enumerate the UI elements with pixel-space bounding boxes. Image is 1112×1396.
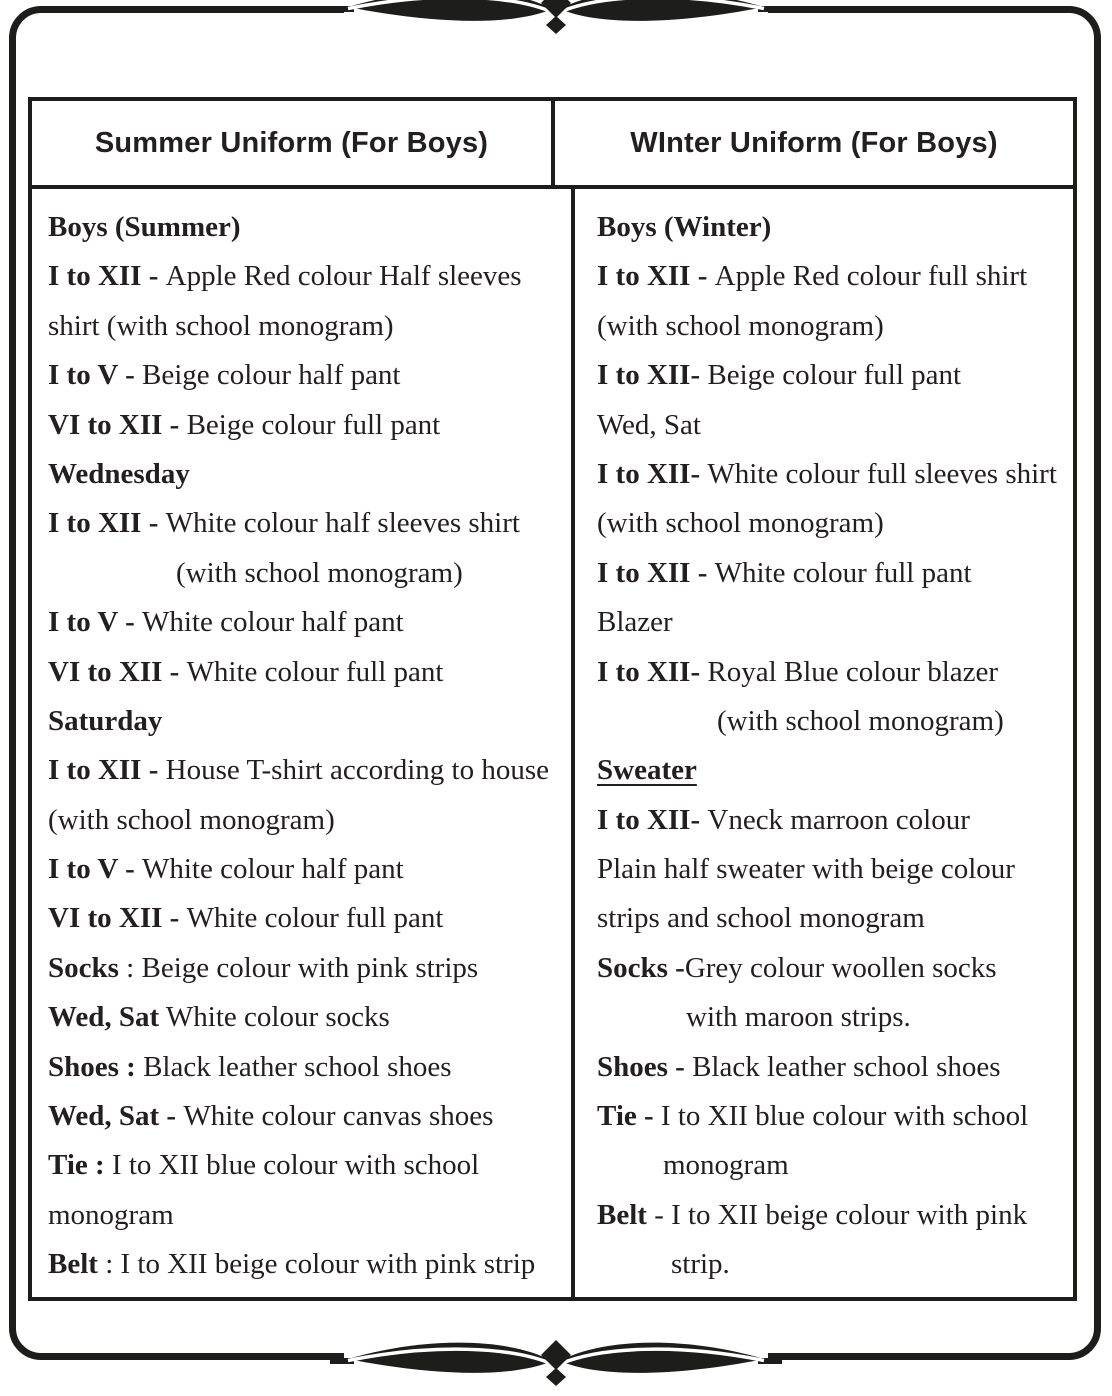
uniform-line <box>48 598 567 647</box>
uniform-line-segment: strip. <box>671 1248 730 1281</box>
uniform-line <box>48 302 567 351</box>
uniform-line-segment: (with school monogram) <box>48 803 335 836</box>
uniform-line <box>597 1043 1069 1092</box>
uniform-line-segment: Shoes - <box>597 1050 693 1083</box>
uniform-line-segment: Blazer <box>597 606 673 639</box>
uniform-line-segment: I to XII - <box>48 754 166 787</box>
uniform-line <box>48 648 567 697</box>
uniform-line-segment: Royal Blue colour blazer <box>707 655 999 688</box>
uniform-line-segment: Wed, Sat <box>48 1001 160 1034</box>
uniform-line-segment: monogram <box>663 1149 789 1182</box>
uniform-line-segment: I to XII - <box>597 556 715 589</box>
uniform-line <box>597 894 1069 943</box>
uniform-line <box>597 203 1069 252</box>
table-header-row <box>32 101 1073 189</box>
uniform-line <box>48 746 567 795</box>
uniform-line-segment: strips and school monogram <box>597 902 925 935</box>
bottom-flourish-icon <box>330 1331 782 1391</box>
uniform-line-segment: I to XII- <box>597 803 708 836</box>
uniform-line-segment: VI to XII - <box>48 408 187 441</box>
uniform-line-segment: Plain half sweater with beige colour <box>597 853 1015 886</box>
uniform-line-segment: White colour half sleeves shirt <box>165 507 520 540</box>
uniform-line-segment: I to XII- <box>597 655 708 688</box>
winter-header-label: WInter Uniform (For Boys) <box>630 126 998 159</box>
uniform-line-segment: I to XII- <box>597 457 708 490</box>
uniform-line <box>597 746 1069 795</box>
uniform-line-segment: Beige colour full pant <box>707 359 962 392</box>
uniform-line <box>48 252 567 301</box>
uniform-line-segment: I to XII - <box>48 507 166 540</box>
uniform-line-segment: Apple Red colour Half sleeves <box>165 260 522 293</box>
uniform-line <box>597 450 1069 499</box>
uniform-line-segment: White colour full pant <box>186 902 444 935</box>
uniform-line-segment: White colour canvas shoes <box>183 1100 494 1133</box>
uniform-line-segment: I to V - <box>48 359 142 392</box>
uniform-line-segment: : Beige colour with pink strips <box>118 951 479 984</box>
uniform-line <box>597 598 1069 647</box>
uniform-line-segment: Sweater <box>597 754 697 787</box>
winter-uniform-lines <box>575 189 1073 1297</box>
table-body-row <box>32 189 1073 1297</box>
uniform-line-segment: Saturday <box>48 704 163 737</box>
uniform-line <box>48 894 567 943</box>
uniform-line-segment: Boys (Winter) <box>597 211 772 243</box>
uniform-line <box>48 1191 567 1240</box>
uniform-line-segment: (with school monogram) <box>176 556 463 589</box>
uniform-line-segment: shirt (with school monogram) <box>48 309 394 342</box>
uniform-line-segment: (with school monogram) <box>717 704 1004 737</box>
uniform-line <box>597 1240 1069 1289</box>
uniform-line <box>48 697 567 746</box>
uniform-line-segment: Vneck marroon colour <box>707 803 970 836</box>
uniform-line-segment: Tie - <box>597 1100 661 1133</box>
uniform-line-segment: (with school monogram) <box>597 507 884 540</box>
uniform-line-segment: Grey colour woollen socks <box>684 951 997 984</box>
uniform-line <box>48 1141 567 1190</box>
uniform-line-segment: White colour full pant <box>186 655 444 688</box>
uniform-line <box>597 697 1069 746</box>
uniform-line <box>48 845 567 894</box>
uniform-line <box>48 944 567 993</box>
uniform-line <box>48 796 567 845</box>
uniform-line <box>48 499 567 548</box>
uniform-line <box>597 796 1069 845</box>
uniform-line-segment: Shoes : <box>48 1050 144 1083</box>
uniform-line-segment: Beige colour full pant <box>186 408 441 441</box>
uniform-line-segment: I to V - <box>48 606 142 639</box>
uniform-line <box>597 944 1069 993</box>
uniform-line-segment: House T-shirt according to house <box>165 754 550 787</box>
uniform-line-segment: Belt <box>48 1248 98 1281</box>
uniform-line-segment: (with school monogram) <box>597 309 884 342</box>
uniform-line-segment: White colour socks <box>159 1001 390 1034</box>
uniform-line-segment: VI to XII - <box>48 655 187 688</box>
uniform-line <box>597 1191 1069 1240</box>
uniform-line-segment: Socks <box>48 951 119 984</box>
uniform-line-segment: I to XII blue colour with school <box>111 1149 480 1182</box>
uniform-line-segment: Black leather school shoes <box>692 1050 1001 1083</box>
top-flourish-icon <box>330 0 782 39</box>
uniform-line <box>48 351 567 400</box>
uniform-line-segment: Wed, Sat - <box>48 1100 184 1133</box>
uniform-line-segment: I to XII - <box>48 260 166 293</box>
uniform-line-segment: Wed, Sat <box>597 408 701 441</box>
uniform-line-segment: Socks - <box>597 951 685 984</box>
summer-uniform-lines <box>32 189 575 1297</box>
uniform-line <box>597 648 1069 697</box>
uniform-line-segment: White colour half pant <box>142 606 404 639</box>
uniform-line-segment: White colour half pant <box>142 853 404 886</box>
uniform-line <box>48 203 567 252</box>
uniform-line <box>597 351 1069 400</box>
uniform-line-segment: White colour full pant <box>714 556 972 589</box>
uniform-line <box>597 499 1069 548</box>
uniform-line-segment: : I to XII beige colour with pink strip <box>97 1248 536 1281</box>
uniform-line-segment: - I to XII beige colour with pink <box>646 1198 1028 1231</box>
uniform-line <box>597 1092 1069 1141</box>
uniform-line-segment: Black leather school shoes <box>143 1050 452 1083</box>
uniform-line <box>597 993 1069 1042</box>
uniform-line <box>597 401 1069 450</box>
uniform-line-segment: Beige colour half pant <box>142 359 401 392</box>
uniform-line <box>597 1141 1069 1190</box>
winter-header-cell <box>555 101 1073 185</box>
uniform-line-segment: Wednesday <box>48 457 190 490</box>
uniform-line <box>48 401 567 450</box>
uniform-line-segment: I to XII - <box>597 260 715 293</box>
uniform-line-segment: monogram <box>48 1198 174 1231</box>
summer-header-label: Summer Uniform (For Boys) <box>94 126 489 159</box>
uniform-line-segment: I to XII blue colour with school <box>660 1100 1029 1133</box>
uniform-line-segment: I to XII- <box>597 359 708 392</box>
uniform-line <box>597 302 1069 351</box>
uniform-table <box>28 97 1077 1301</box>
uniform-line <box>48 1092 567 1141</box>
uniform-line <box>597 845 1069 894</box>
uniform-line <box>48 1043 567 1092</box>
uniform-line-segment: VI to XII - <box>48 902 187 935</box>
uniform-line-segment: with maroon strips. <box>686 1001 911 1034</box>
summer-header-cell <box>32 101 555 185</box>
uniform-line <box>48 1240 567 1289</box>
uniform-line-segment: White colour full sleeves shirt <box>707 457 1057 490</box>
uniform-line-segment: Boys (Summer) <box>48 211 241 243</box>
uniform-line <box>48 549 567 598</box>
uniform-line-segment: Belt <box>597 1198 647 1231</box>
uniform-line <box>597 549 1069 598</box>
uniform-line <box>48 993 567 1042</box>
uniform-line-segment: I to V - <box>48 853 142 886</box>
uniform-line <box>597 252 1069 301</box>
uniform-line-segment: Apple Red colour full shirt <box>714 260 1028 293</box>
uniform-line-segment: Tie : <box>48 1149 112 1182</box>
uniform-line <box>48 450 567 499</box>
